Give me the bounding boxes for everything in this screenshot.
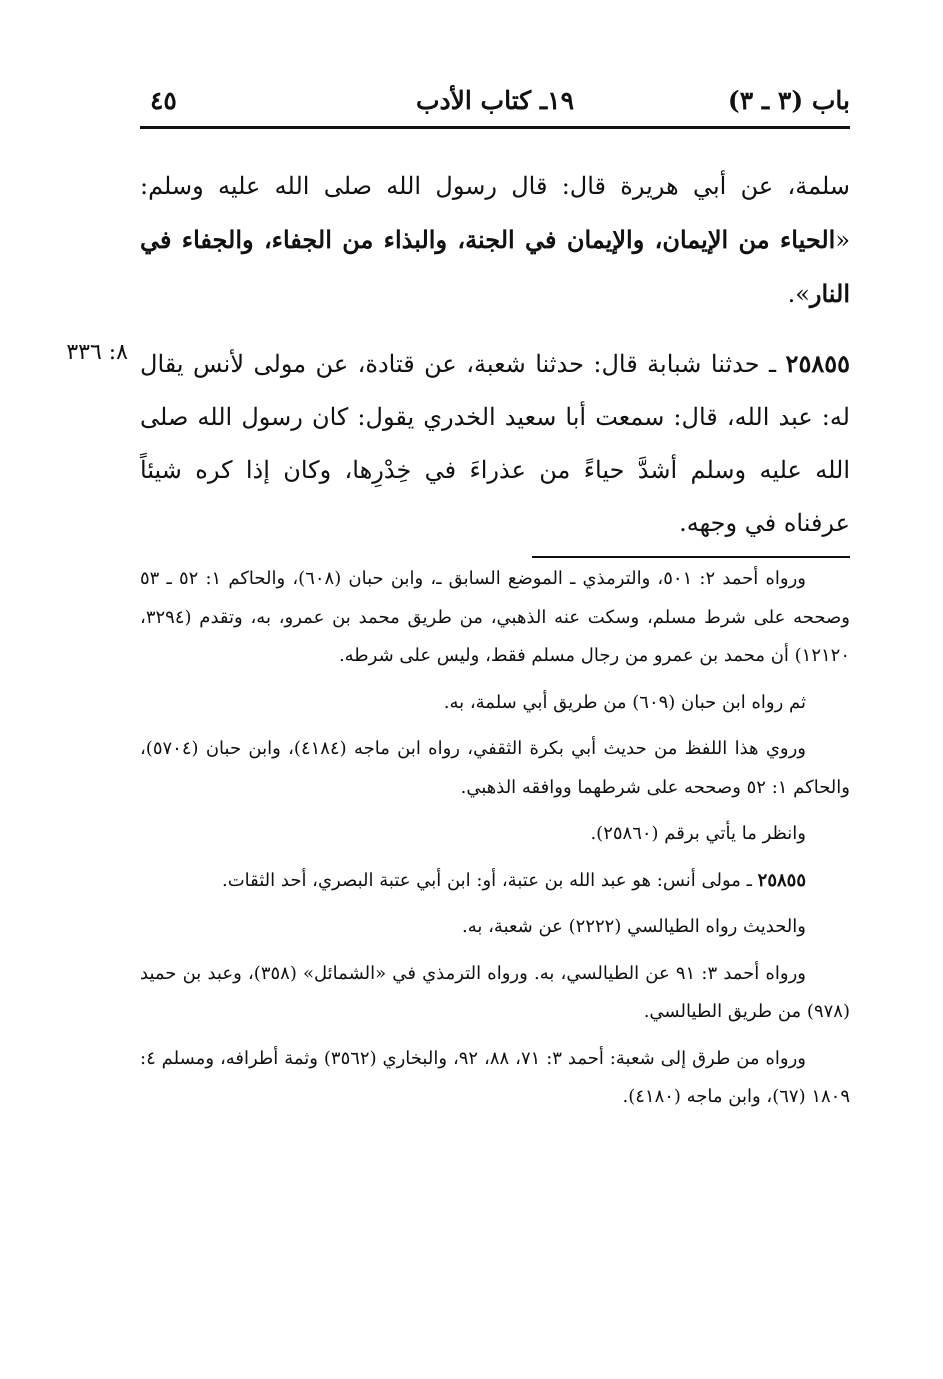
footnote-paragraph: ورواه من طرق إلى شعبة: أحمد ٣: ٧١، ٨٨، ٩٢، والبخاري (٣٥٦٢) وثمة أطرافه، ومسلم ٤: ١٨٠٩ (٦٧)، وابن ماجه (٤١٨٠).: [140, 1047, 850, 1107]
footnote-paragraph: ثم رواه ابن حبان (٦٠٩) من طريق أبي سلمة، به.: [443, 691, 806, 713]
main-text: [140, 160, 850, 550]
hadith-quote: الحياء من الإيمان، والإيمان في الجنة، والبذاء من الجفاء، والجفاء في النار: [140, 225, 850, 308]
main-paragraph-2: [140, 337, 850, 550]
page-header: [140, 82, 850, 122]
paragraph-2-text: ـ حدثنا شبابة قال: حدثنا شعبة، عن قتادة، عن مولى لأنس يقال له: عبد الله، قال: سمعت أبا سعيد الخدري يقول: كان رسول الله صلى الله عليه وسلم أشدَّ حياءً من عذراءَ في خِدْرِها، وكان إذا كره شيئاً عرفناه في وجهه.: [140, 350, 850, 537]
header-rule: [140, 126, 850, 129]
book-title: ١٩ـ كتاب الأدب: [415, 86, 575, 115]
margin-reference: ٨: ٣٣٦: [66, 340, 128, 365]
footnotes: [140, 560, 850, 1117]
footnote-paragraph: وروي هذا اللفظ من حديث أبي بكرة الثقفي، رواه ابن ماجه (٤١٨٤)، وابن حبان (٥٧٠٤)، والحاكم ١: ٥٢ وصححه على شرطهما ووافقه الذهبي.: [140, 738, 850, 798]
footnote-separator: [532, 556, 850, 558]
footnote-paragraph: [140, 862, 850, 901]
footnote-paragraph: ورواه أحمد ٢: ٥٠١، والترمذي ـ الموضع السابق ـ، وابن حبان (٦٠٨)، والحاكم ١: ٥٢ ـ ٥٣ وصححه على شرط مسلم، وسكت عنه الذهبي، من طريق محمد بن عمرو، به، وتقدم (٣٢٩٤، ١٢١٢٠) أن محمد بن عمرو من رجال مسلم فقط، وليس على شرطه.: [140, 568, 850, 666]
footnote-paragraph: وانظر ما يأتي برقم (٢٥٨٦٠).: [590, 823, 806, 844]
main-paragraph-1: [140, 160, 850, 321]
footnote-text: ـ مولى أنس: هو عبد الله بن عتبة، أو: ابن أبي عتبة البصري، أحد الثقات.: [221, 869, 758, 891]
hadith-number: ٢٥٨٥٥: [785, 349, 850, 378]
footnote-hadith-number: ٢٥٨٥٥: [757, 869, 806, 891]
paragraph-1-end: ».: [787, 280, 810, 308]
footnote-paragraph: والحديث رواه الطيالسي (٢٢٢٢) عن شعبة، به.: [462, 916, 806, 937]
footnote-paragraph: ورواه أحمد ٣: ٩١ عن الطيالسي، به. ورواه الترمذي في «الشمائل» (٣٥٨)، وعبد بن حميد (٩٧٨) من طريق الطيالسي.: [140, 962, 850, 1022]
page-number: ٤٥: [150, 86, 177, 115]
chapter-reference: باب (٣ ـ ٣): [727, 86, 850, 115]
paragraph-1-intro: سلمة، عن أبي هريرة قال: قال رسول الله صلى الله عليه وسلم: «: [140, 172, 850, 254]
